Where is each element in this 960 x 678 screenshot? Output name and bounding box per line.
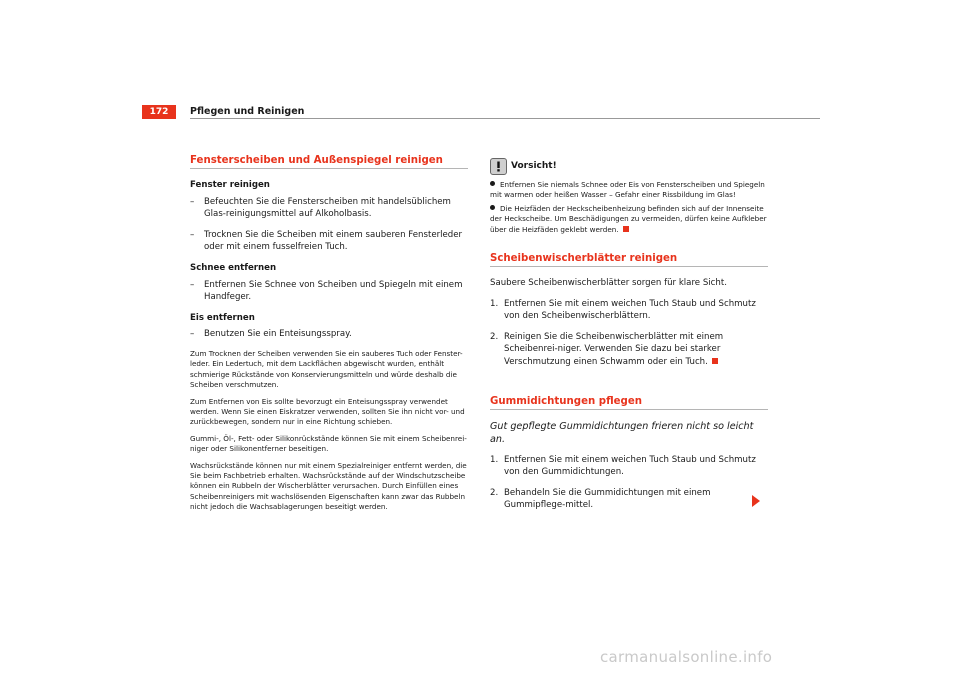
seal-lead: Gut gepflegte Gummidichtungen frieren nicht so leicht an. bbox=[490, 420, 754, 445]
wiper-step: 1. Entfernen Sie mit einem weichen Tuch Staub und Schmutz von den Scheibenwischerblättern. bbox=[490, 298, 756, 322]
caution-item: Entfernen Sie niemals Schnee oder Eis von Fensterscheiben und Spiegeln mit warmen oder heißen Wasser – Gefahr einer Rissbildung im Glas! bbox=[490, 180, 765, 200]
section-title-seals: Gummidichtungen pflegen bbox=[490, 395, 768, 410]
instruction-item: – Entfernen Sie Schnee von Scheiben und Spiegeln mit einem Handfeger. bbox=[190, 279, 468, 304]
running-title: Pflegen und Reinigen bbox=[190, 106, 305, 117]
header-rule bbox=[190, 118, 820, 119]
bullet-icon bbox=[490, 205, 495, 210]
instruction-item: – Benutzen Sie ein Enteisungsspray. bbox=[190, 328, 468, 341]
note-paragraph: Wachsrückstände können nur mit einem Spezialreiniger entfernt werden, die Sie beim Fachbetrieb erhalten. Wachsrückstände auf der Windschutzscheibe können ein Rubbeln der Wischerblätter verursachen. Durch Einfüllen eines Scheibenreinigers mit wachslösenden Eigenschaften kann zwar das Rubbeln nicht jedoch die Wachsablagerungen beseitigt werden. bbox=[190, 460, 467, 512]
subheading-remove-ice: Eis entfernen bbox=[190, 312, 255, 323]
note-paragraph: Zum Trocknen der Scheiben verwenden Sie ein sauberes Tuch oder Fenster-leder. Ein Ledertuch, mit dem Lackflächen abgewischt wurden, enthält schmierige Rückstände von Konservierungsmitteln und würde deshalb die Scheiben verschmutzen. bbox=[190, 348, 463, 390]
right-column bbox=[490, 158, 768, 520]
caution-header bbox=[490, 158, 768, 175]
caution-item: Die Heizfäden der Heckscheibenheizung befinden sich auf der Innenseite der Heckscheibe. Um Beschädigungen zu vermeiden, dürfen keine Aufkleber über die Heizfäden geklebt werden. bbox=[490, 203, 767, 234]
wiper-step: 2. Reinigen Sie die Scheibenwischerblätter mit einem Scheibenrei-niger. Verwenden Sie dazu bei starker Verschmutzung einen Schwamm oder ein Tuch. bbox=[490, 331, 724, 367]
note-paragraph: Zum Entfernen von Eis sollte bevorzugt ein Enteisungsspray verwendet werden. Wenn Sie einen Eiskratzer verwenden, sollten Sie ihn nicht vor- und zurückbewegen, sondern nur in eine Richtung schieben. bbox=[190, 396, 465, 427]
page-number: 172 bbox=[142, 105, 176, 119]
subheading-remove-snow: Schnee entfernen bbox=[190, 262, 277, 273]
seal-step: 2. Behandeln Sie die Gummidichtungen mit einem Gummipflege-mittel. bbox=[490, 487, 711, 511]
next-page-arrow-icon bbox=[752, 495, 760, 507]
seal-step: 1. Entfernen Sie mit einem weichen Tuch Staub und Schmutz von den Gummidichtungen. bbox=[490, 454, 756, 478]
caution-exclamation-icon bbox=[490, 158, 507, 175]
instruction-item: – Befeuchten Sie die Fensterscheiben mit handelsüblichem Glas-reinigungsmittel auf Alkoholbasis. bbox=[190, 196, 468, 221]
section-title-windows: Fensterscheiben und Außenspiegel reinigen bbox=[190, 154, 468, 169]
watermark: carmanualsonline.info bbox=[600, 648, 773, 666]
subheading-clean-windows: Fenster reinigen bbox=[190, 180, 270, 190]
left-column bbox=[190, 154, 468, 519]
end-of-section-icon bbox=[712, 358, 718, 364]
note-paragraph: Gummi-, Öl-, Fett- oder Silikonrückstände können Sie mit einem Scheibenrei-niger oder Silikonentferner beseitigen. bbox=[190, 433, 467, 454]
wiper-intro: Saubere Scheibenwischerblätter sorgen für klare Sicht. bbox=[490, 278, 727, 289]
end-of-section-icon bbox=[623, 226, 629, 232]
section-title-wipers: Scheibenwischerblätter reinigen bbox=[490, 252, 768, 267]
caution-label: Vorsicht! bbox=[511, 161, 557, 172]
bullet-icon bbox=[490, 181, 495, 186]
instruction-item: – Trocknen Sie die Scheiben mit einem sauberen Fensterleder oder mit einem fusselfreien Tuch. bbox=[190, 229, 468, 254]
